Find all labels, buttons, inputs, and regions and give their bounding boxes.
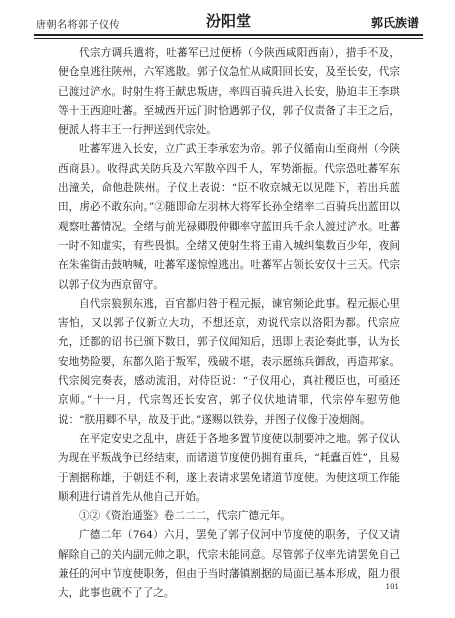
paragraph: 广德二年（764）六月，罢免了郭子仪河中节度使的职务，子仪又请解除自己的关内副元帅之职，代宗未能同意。尽管郭子仪率先请罢免自己兼任的河中节度使职务，但由于当时藩镇割据的局面已基本形成，阻力很大，此事也就不了了之。 [58,529,400,600]
page-number: 101 [385,583,399,591]
header-hall-name: 汾阳堂 [205,12,251,30]
footnote: ①②《资治通鉴》卷二二二，代宗广德元年。 [79,510,291,523]
paragraph: 吐蕃军进入长安，立广武王李承宏为帝。郭子仪循南山至商州（今陕西商县）。收得武关防兵及六军散卒四千人，军势渐振。代宗恐吐蕃军东出潼关，命他赴陕州。子仪上表说：“臣不收京城无以见陛下，若出兵蓝田，虏必不敢东向。”②随即命左羽林大将军长孙全绪率二百骑兵出蓝田以观察吐蕃情况。全绪与前光禄卿殷仲卿率守蓝田兵千余人渡过浐水。吐蕃一时不知虚实，有些畏惧。全绪又使射生将王甫入城纠集数百少年，夜间在朱雀街击鼓呐喊，吐蕃军遂惊惶逃出。吐蕃军占领长安仅十三天。代宗以郭子仪为西京留守。 [58,143,400,291]
paragraph: 自代宗狼狈东逃，百官都归咎于程元振，谏官频论此事。程元振心里害怕，又以郭子仪新立大功，不想还京，劝说代宗以洛阳为都。代宗应允，迁都的诏书已颁下数日，郭子仪闻知后，迅即上表论奏此事，认为长安地势险要，东都久陷于叛军，残破不堪，表示愿练兵御敌，再造邦家。代宗阅完奏表，感动流泪，对侍臣说：“子仪用心，真社稷臣也，可亟还京师。”十一月，代宗驾还长安宫，郭子仪伏地请罪，代宗停车慰劳他说：“朕用卿不早，故及于此。”遂赐以铁券，并图子仪像于凌烟阁。 [58,297,400,426]
body-text [58,44,400,604]
header-rule-thick [34,34,423,36]
paragraph: 代宗方调兵遣将，吐蕃军已过便桥（今陕西咸阳西南），措手不及，便仓皇逃往陕州，六军逃散。郭子仪急忙从咸阳回长安，及至长安，代宗已渡过浐水。时射生将王献忠叛唐，率四百骑兵进入长安，胁迫丰王李珙等十王西迎吐蕃。至城西开远门时恰遇郭子仪，郭子仪责备了丰王之后，便派人将丰王一行押送到代宗处。 [58,47,400,137]
paragraph: 在平定安史之乱中，唐廷于各地多置节度使以制要冲之地。郭子仪认为现在平叛战争已经结束，而诸道节度使仍拥有重兵，“耗蠹百姓”，且易于割据称雄，于朝廷不利，遂上表请求罢免诸道节度使。为使这项工作能顺利进行请首先从他自己开始。 [58,432,400,503]
header-rule-thin [34,38,423,39]
header-book-title: 唐朝名将郭子仪传 [36,20,120,31]
running-header [34,8,423,32]
header-genealogy-title: 郭氏族谱 [370,16,419,30]
